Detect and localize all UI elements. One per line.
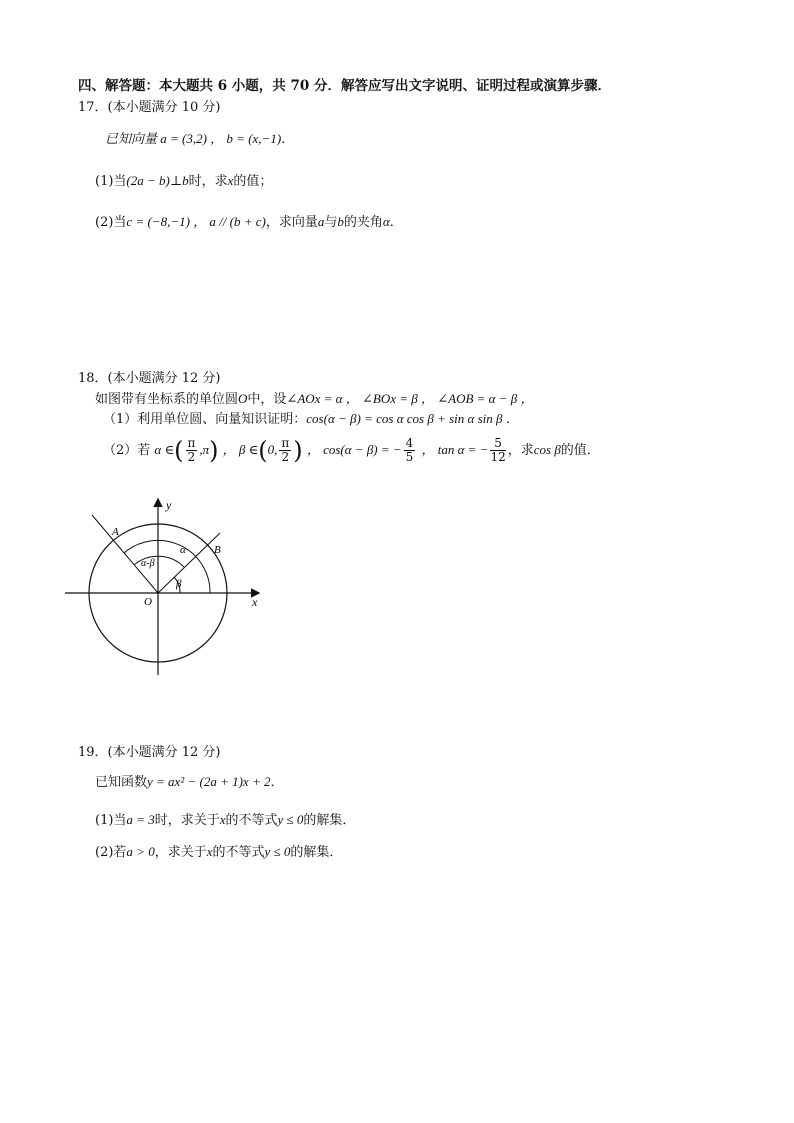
- q18-frac-4-5: $\frac{4}{5}$: [405, 436, 414, 464]
- q17-p2-vec-a: a: [317, 214, 325, 229]
- q18-tan: ， tan α = −: [421, 442, 489, 457]
- q19-p1-ineq: y ≤ 0: [277, 812, 304, 827]
- q17-part1: [95, 172, 272, 191]
- q17-p1-var: x: [227, 173, 234, 188]
- q19-p2-a: (2)若: [95, 845, 127, 860]
- q18-p2-a: （2）若: [103, 443, 151, 458]
- q17-given-text: 已知向量 a = (3,2) ， b = (x,−1)．: [105, 131, 295, 146]
- q19-p1-a: (1)当: [95, 813, 127, 828]
- q19-p2-d: 的解集．: [290, 845, 343, 860]
- label-O: O: [144, 596, 152, 608]
- q17-p2-end: ．: [389, 215, 403, 230]
- q19-p2-ineq: y ≤ 0: [264, 844, 291, 859]
- q17-number: 17．(本小题满分 10 分): [78, 100, 221, 115]
- ray-OB: [158, 533, 220, 593]
- q18-part1: [103, 410, 519, 429]
- q18-alpha-in: α ∈: [154, 442, 175, 457]
- q19-p2-x: x: [206, 844, 213, 859]
- ray-OA: [92, 515, 158, 593]
- q18-beta-in: ， β ∈: [222, 442, 259, 457]
- q17-p2-b: ，求向量: [265, 215, 318, 230]
- section-heading: 四、解答题：本大题共 6 小题，共 70 分．解答应写出文字说明、证明过程或演算步骤．: [78, 78, 611, 94]
- q18-frac-pi-2-a: $\frac{\pi}{2}$: [187, 436, 196, 464]
- q18-intro-O: O: [238, 391, 248, 406]
- q17-p2-d: 的夹角: [343, 215, 383, 230]
- q18-intro-b: 中，设: [247, 392, 287, 407]
- q17-p1-c: 的值；: [233, 174, 273, 189]
- label-alpha: α: [180, 544, 186, 556]
- q19-given-a: 已知函数: [95, 775, 148, 790]
- q19-number: 19．(本小题满分 12 分): [78, 745, 221, 760]
- q19-p2-c: 的不等式: [212, 845, 265, 860]
- label-alpha-minus-beta: α-β: [141, 558, 155, 569]
- q18-cosb: cos β: [533, 442, 561, 457]
- q18-intro-math: ∠AOx = α ， ∠BOx = β ， ∠AOB = α − β ，: [286, 391, 534, 406]
- q17-given: [105, 130, 294, 149]
- label-x: x: [252, 595, 258, 609]
- q19-p1-x: x: [219, 812, 226, 827]
- q18-part2: （2）若 α ∈( $\frac{\pi}{2}$ ,π) ， β ∈(0, $\frac{\pi}{2}$ ) ， cos(α − β) = − $\frac{4}{5}$ ， tan α = − $\frac{5}{12}$ ，求cos β的值．: [103, 436, 600, 465]
- q17-p2-vec-b: b: [337, 214, 344, 229]
- q18-p2-c: 的值．: [560, 443, 600, 458]
- q17-p1-math: (2a − b)⊥b: [126, 173, 189, 188]
- q19-p2-math: a > 0: [126, 844, 155, 859]
- label-y: y: [166, 498, 172, 512]
- q18-intro: [95, 390, 534, 409]
- label-A: A: [112, 526, 119, 538]
- q19-p1-math: a = 3: [126, 812, 155, 827]
- q17-p2-a: (2)当: [95, 215, 127, 230]
- q18-frac-pi-2-b: $\frac{\pi}{2}$: [281, 436, 290, 464]
- unit-circle-figure: [60, 495, 270, 680]
- q19-given-end: ．: [270, 775, 284, 790]
- q18-number: 18．(本小题满分 12 分): [78, 371, 221, 386]
- q18-cos-diff: ， cos(α − β) = −: [306, 442, 402, 457]
- label-beta: β: [176, 578, 182, 590]
- q17-p1-b: 时，求: [188, 174, 228, 189]
- q17-p2-c: 与: [324, 215, 338, 230]
- q18-intro-a: 如图带有坐标系的单位圆: [95, 392, 239, 407]
- q18-p1-text: （1）利用单位圆、向量知识证明：: [103, 412, 307, 427]
- q18-frac-5-12: $\frac{5}{12}$: [490, 436, 506, 464]
- q17-p2-alpha: α: [382, 214, 390, 229]
- q19-p1-c: 的不等式: [225, 813, 278, 828]
- q19-given-math: y = ax² − (2a + 1)x + 2: [147, 774, 271, 789]
- q19-p2-b: ，求关于: [154, 845, 207, 860]
- q18-p2-b: ，求: [507, 443, 534, 458]
- q19-p1-d: 的解集．: [303, 813, 356, 828]
- q18-f2-head: 0,: [267, 442, 278, 457]
- arc-alpha: [124, 540, 210, 593]
- q17-p1-a: (1)当: [95, 174, 127, 189]
- q18-p1-math: cos(α − β) = cos α cos β + sin α sin β ．: [306, 411, 519, 426]
- label-B: B: [214, 544, 221, 556]
- q18-f1-tail: ,π: [199, 442, 210, 457]
- q19-p1-b: 时，求关于: [154, 813, 220, 828]
- q19-given: [95, 773, 284, 792]
- q19-part1: [95, 811, 355, 830]
- q19-part2: [95, 843, 342, 862]
- q17-part2: [95, 213, 403, 232]
- q17-p2-math: c = (−8,−1) ， a // (b + c): [126, 214, 266, 229]
